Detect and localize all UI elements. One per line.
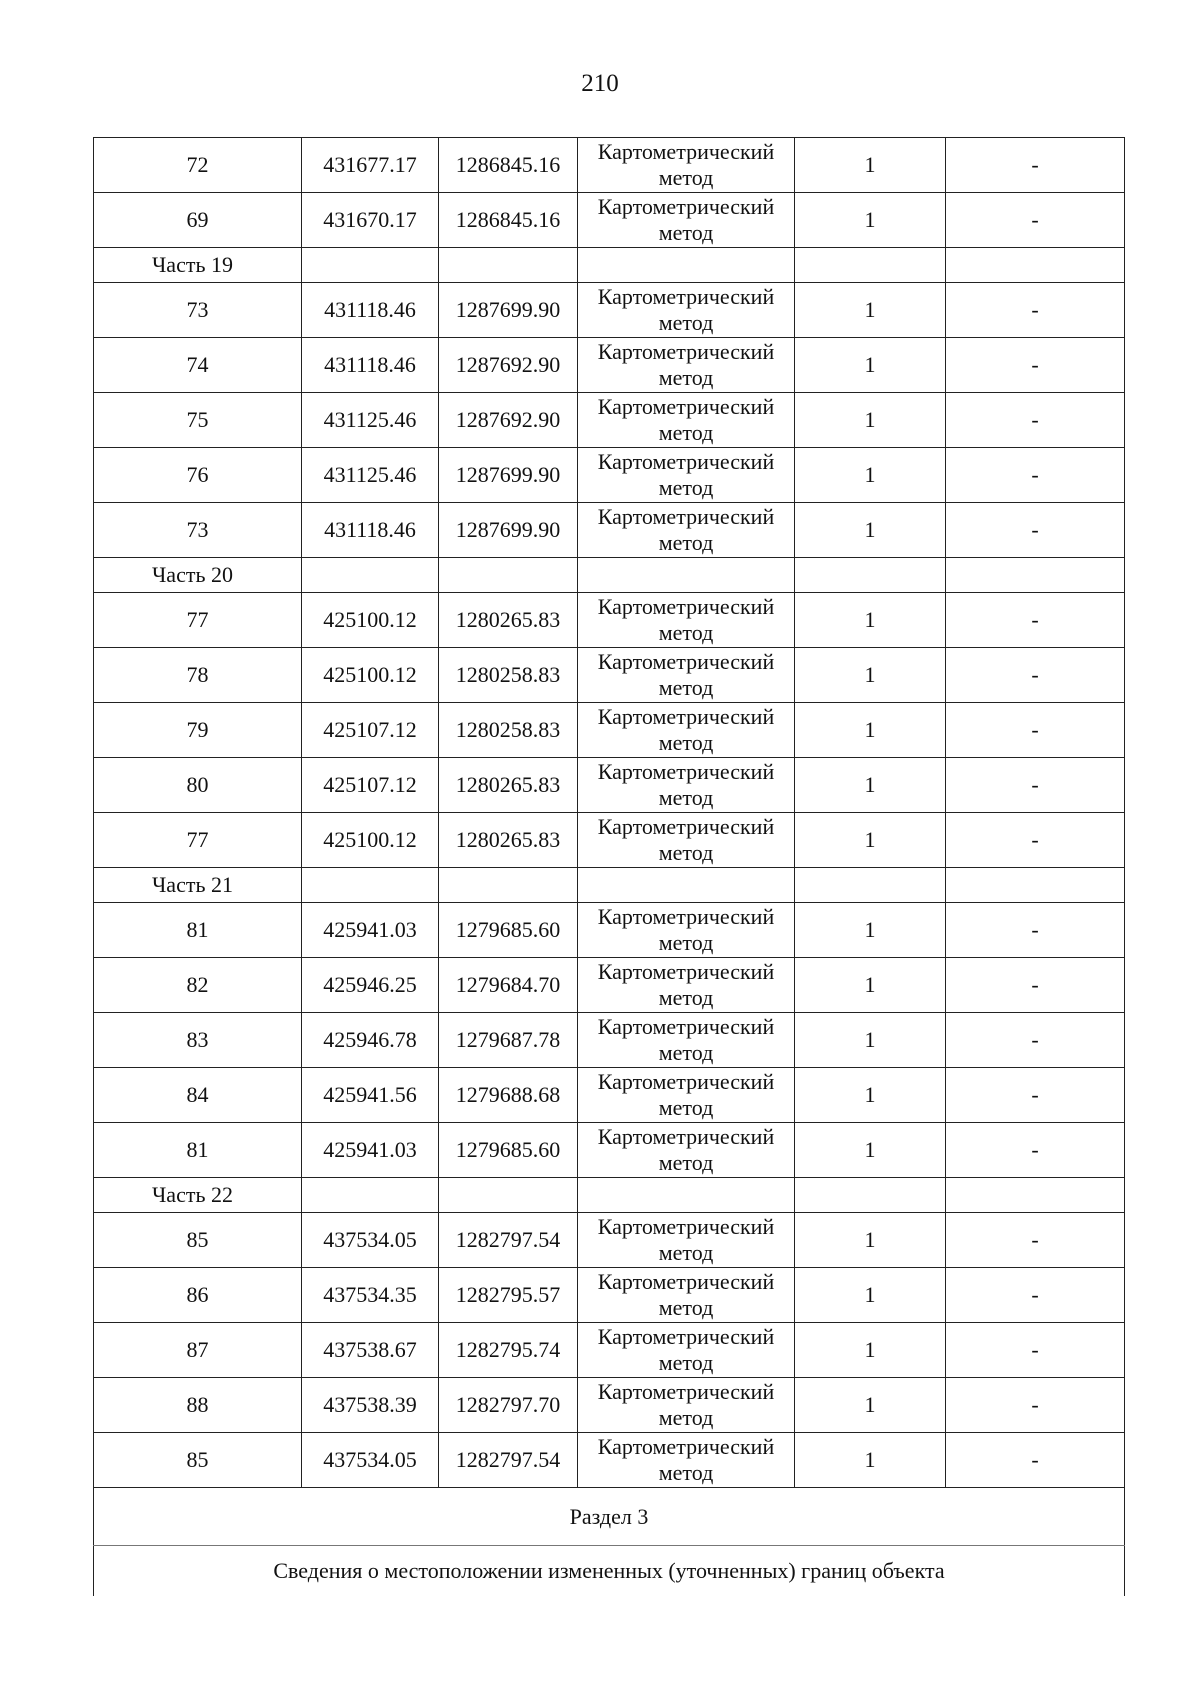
point-number-cell: 78 [94,648,302,703]
method-cell [578,1433,795,1488]
method-line-1: Картометрический [597,904,775,929]
table-row [94,813,1125,868]
empty-cell [946,558,1125,593]
part-header-row [94,1178,1125,1213]
accuracy-cell: 1 [795,1323,946,1378]
table-row [94,1123,1125,1178]
accuracy-cell: 1 [795,503,946,558]
method-cell [578,1213,795,1268]
y-coordinate-cell: 1287699.90 [439,448,578,503]
method-cell [578,1378,795,1433]
accuracy-cell: 1 [795,193,946,248]
table-row [94,1068,1125,1123]
point-number-cell: 73 [94,503,302,558]
accuracy-cell: 1 [795,903,946,958]
x-coordinate-cell: 437538.39 [302,1378,439,1433]
x-coordinate-cell: 431118.46 [302,338,439,393]
note-cell: - [946,138,1125,193]
table-row [94,1323,1125,1378]
x-coordinate-cell: 425941.03 [302,1123,439,1178]
note-cell: - [946,1213,1125,1268]
method-cell [578,758,795,813]
table-row [94,503,1125,558]
part-header-row [94,868,1125,903]
point-number-cell: 76 [94,448,302,503]
x-coordinate-cell: 431670.17 [302,193,439,248]
point-number-cell: 77 [94,593,302,648]
part-label: Часть 20 [94,558,302,593]
point-number-cell: 74 [94,338,302,393]
note-cell: - [946,448,1125,503]
empty-cell [946,248,1125,283]
part-header-row [94,558,1125,593]
y-coordinate-cell: 1287699.90 [439,283,578,338]
method-line-1: Картометрический [597,814,775,839]
note-cell: - [946,503,1125,558]
accuracy-cell: 1 [795,338,946,393]
y-coordinate-cell: 1286845.16 [439,138,578,193]
accuracy-cell: 1 [795,703,946,758]
y-coordinate-cell: 1279687.78 [439,1013,578,1068]
method-line-2: метод [658,530,714,555]
point-number-cell: 87 [94,1323,302,1378]
point-number-cell: 85 [94,1433,302,1488]
method-line-2: метод [658,675,714,700]
section-title-row [94,1488,1125,1546]
table-row [94,1013,1125,1068]
method-cell [578,648,795,703]
empty-cell [302,868,439,903]
table-row [94,1433,1125,1488]
accuracy-cell: 1 [795,813,946,868]
point-number-cell: 81 [94,903,302,958]
x-coordinate-cell: 425100.12 [302,593,439,648]
note-cell: - [946,393,1125,448]
section-subtitle-row [94,1546,1125,1597]
method-line-2: метод [658,1240,714,1265]
table-body [94,138,1125,1597]
method-line-2: метод [658,1460,714,1485]
y-coordinate-cell: 1282795.74 [439,1323,578,1378]
method-line-1: Картометрический [597,1124,775,1149]
note-cell: - [946,193,1125,248]
accuracy-cell: 1 [795,1433,946,1488]
method-cell [578,903,795,958]
x-coordinate-cell: 431677.17 [302,138,439,193]
x-coordinate-cell: 425941.03 [302,903,439,958]
note-cell: - [946,283,1125,338]
x-coordinate-cell: 431118.46 [302,503,439,558]
part-header-row [94,248,1125,283]
empty-cell [795,248,946,283]
method-line-2: метод [658,1350,714,1375]
method-line-2: метод [658,220,714,245]
accuracy-cell: 1 [795,393,946,448]
y-coordinate-cell: 1279684.70 [439,958,578,1013]
method-line-2: метод [658,310,714,335]
point-number-cell: 80 [94,758,302,813]
y-coordinate-cell: 1280258.83 [439,648,578,703]
method-line-2: метод [658,1405,714,1430]
note-cell: - [946,903,1125,958]
point-number-cell: 83 [94,1013,302,1068]
note-cell: - [946,958,1125,1013]
y-coordinate-cell: 1282797.54 [439,1433,578,1488]
accuracy-cell: 1 [795,283,946,338]
point-number-cell: 75 [94,393,302,448]
note-cell: - [946,1433,1125,1488]
note-cell: - [946,593,1125,648]
x-coordinate-cell: 425946.78 [302,1013,439,1068]
empty-cell [439,558,578,593]
method-line-1: Картометрический [597,1324,775,1349]
coordinates-table [93,137,1125,1596]
empty-cell [302,558,439,593]
x-coordinate-cell: 425946.25 [302,958,439,1013]
accuracy-cell: 1 [795,1068,946,1123]
accuracy-cell: 1 [795,593,946,648]
table-row [94,648,1125,703]
method-line-2: метод [658,730,714,755]
method-line-2: метод [658,1295,714,1320]
table-row [94,703,1125,758]
method-cell [578,1123,795,1178]
accuracy-cell: 1 [795,1013,946,1068]
method-line-1: Картометрический [597,759,775,784]
method-line-1: Картометрический [597,449,775,474]
method-line-1: Картометрический [597,649,775,674]
y-coordinate-cell: 1280265.83 [439,758,578,813]
table-row [94,393,1125,448]
point-number-cell: 82 [94,958,302,1013]
empty-cell [795,868,946,903]
method-cell [578,338,795,393]
x-coordinate-cell: 425100.12 [302,648,439,703]
point-number-cell: 77 [94,813,302,868]
y-coordinate-cell: 1282797.70 [439,1378,578,1433]
y-coordinate-cell: 1287699.90 [439,503,578,558]
empty-cell [578,248,795,283]
table-row [94,283,1125,338]
y-coordinate-cell: 1279688.68 [439,1068,578,1123]
x-coordinate-cell: 437534.05 [302,1213,439,1268]
method-cell [578,1013,795,1068]
method-cell [578,393,795,448]
method-line-1: Картометрический [597,704,775,729]
method-cell [578,193,795,248]
table-row [94,1378,1125,1433]
method-cell [578,1323,795,1378]
point-number-cell: 79 [94,703,302,758]
method-line-2: метод [658,985,714,1010]
method-cell [578,703,795,758]
note-cell: - [946,1068,1125,1123]
method-line-1: Картометрический [597,1014,775,1039]
point-number-cell: 72 [94,138,302,193]
method-cell [578,593,795,648]
y-coordinate-cell: 1287692.90 [439,393,578,448]
x-coordinate-cell: 425107.12 [302,758,439,813]
note-cell: - [946,1268,1125,1323]
method-cell [578,283,795,338]
empty-cell [302,1178,439,1213]
point-number-cell: 69 [94,193,302,248]
method-line-2: метод [658,1150,714,1175]
note-cell: - [946,758,1125,813]
table-row [94,593,1125,648]
section-title: Раздел 3 [94,1488,1125,1546]
x-coordinate-cell: 437538.67 [302,1323,439,1378]
table-row [94,338,1125,393]
method-line-1: Картометрический [597,394,775,419]
method-line-1: Картометрический [597,504,775,529]
method-line-1: Картометрический [597,194,775,219]
table-row [94,193,1125,248]
accuracy-cell: 1 [795,648,946,703]
empty-cell [578,558,795,593]
note-cell: - [946,1013,1125,1068]
y-coordinate-cell: 1280265.83 [439,813,578,868]
point-number-cell: 81 [94,1123,302,1178]
point-number-cell: 73 [94,283,302,338]
accuracy-cell: 1 [795,758,946,813]
point-number-cell: 86 [94,1268,302,1323]
x-coordinate-cell: 425941.56 [302,1068,439,1123]
table-row [94,138,1125,193]
accuracy-cell: 1 [795,1378,946,1433]
accuracy-cell: 1 [795,138,946,193]
method-line-1: Картометрический [597,1214,775,1239]
method-cell [578,503,795,558]
note-cell: - [946,338,1125,393]
method-cell [578,448,795,503]
note-cell: - [946,813,1125,868]
x-coordinate-cell: 425100.12 [302,813,439,868]
note-cell: - [946,703,1125,758]
empty-cell [439,1178,578,1213]
part-label: Часть 19 [94,248,302,283]
point-number-cell: 88 [94,1378,302,1433]
method-line-1: Картометрический [597,1379,775,1404]
method-line-1: Картометрический [597,339,775,364]
x-coordinate-cell: 437534.35 [302,1268,439,1323]
y-coordinate-cell: 1282795.57 [439,1268,578,1323]
method-cell [578,1268,795,1323]
note-cell: - [946,648,1125,703]
point-number-cell: 85 [94,1213,302,1268]
y-coordinate-cell: 1282797.54 [439,1213,578,1268]
method-line-2: метод [658,785,714,810]
table-row [94,903,1125,958]
method-line-1: Картометрический [597,284,775,309]
method-line-2: метод [658,840,714,865]
part-label: Часть 22 [94,1178,302,1213]
method-line-1: Картометрический [597,139,775,164]
empty-cell [578,1178,795,1213]
accuracy-cell: 1 [795,448,946,503]
page-number: 210 [581,70,619,97]
note-cell: - [946,1123,1125,1178]
method-line-2: метод [658,1095,714,1120]
method-line-2: метод [658,165,714,190]
point-number-cell: 84 [94,1068,302,1123]
table-row [94,758,1125,813]
y-coordinate-cell: 1286845.16 [439,193,578,248]
method-line-2: метод [658,930,714,955]
y-coordinate-cell: 1279685.60 [439,903,578,958]
method-cell [578,813,795,868]
method-line-2: метод [658,1040,714,1065]
empty-cell [578,868,795,903]
y-coordinate-cell: 1279685.60 [439,1123,578,1178]
y-coordinate-cell: 1287692.90 [439,338,578,393]
empty-cell [795,1178,946,1213]
y-coordinate-cell: 1280265.83 [439,593,578,648]
note-cell: - [946,1378,1125,1433]
x-coordinate-cell: 425107.12 [302,703,439,758]
empty-cell [302,248,439,283]
method-line-1: Картометрический [597,1269,775,1294]
table-row [94,448,1125,503]
note-cell: - [946,1323,1125,1378]
method-cell [578,138,795,193]
accuracy-cell: 1 [795,958,946,1013]
method-line-2: метод [658,365,714,390]
x-coordinate-cell: 437534.05 [302,1433,439,1488]
method-line-2: метод [658,420,714,445]
table-row [94,1268,1125,1323]
x-coordinate-cell: 431125.46 [302,448,439,503]
table-row [94,958,1125,1013]
x-coordinate-cell: 431118.46 [302,283,439,338]
y-coordinate-cell: 1280258.83 [439,703,578,758]
method-line-2: метод [658,620,714,645]
method-cell [578,1068,795,1123]
empty-cell [946,868,1125,903]
empty-cell [795,558,946,593]
method-line-1: Картометрический [597,1069,775,1094]
method-line-2: метод [658,475,714,500]
empty-cell [946,1178,1125,1213]
part-label: Часть 21 [94,868,302,903]
empty-cell [439,868,578,903]
x-coordinate-cell: 431125.46 [302,393,439,448]
table-row [94,1213,1125,1268]
method-line-1: Картометрический [597,959,775,984]
method-line-1: Картометрический [597,1434,775,1459]
method-line-1: Картометрический [597,594,775,619]
accuracy-cell: 1 [795,1213,946,1268]
accuracy-cell: 1 [795,1268,946,1323]
section-subtitle: Сведения о местоположении измененных (уточненных) границ объекта [94,1546,1125,1597]
method-cell [578,958,795,1013]
accuracy-cell: 1 [795,1123,946,1178]
empty-cell [439,248,578,283]
